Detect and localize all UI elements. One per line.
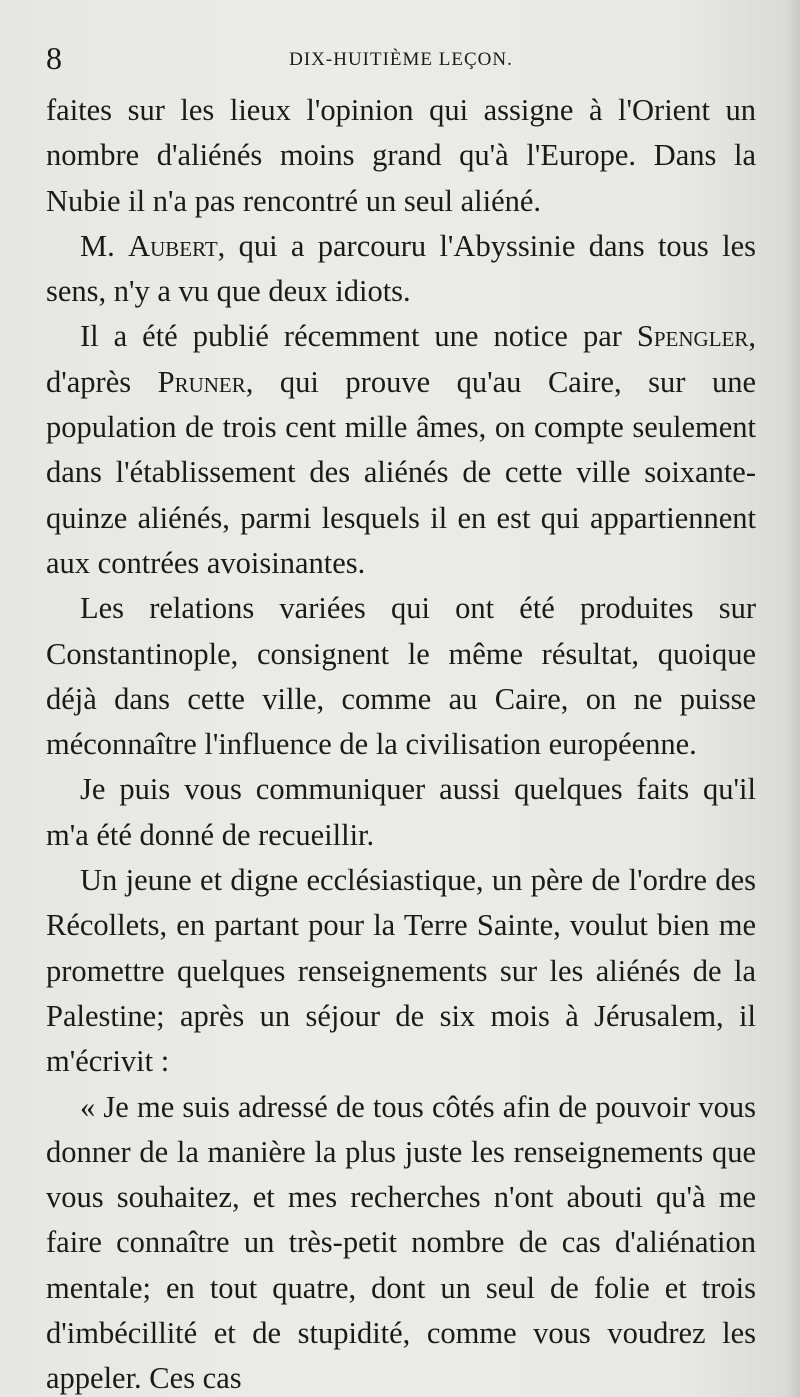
paragraph-text: Un jeune et digne ecclésiastique, un père de l'ordre des Récollets, en partant pour la Terre Sainte, voulut bien me promettre quelques renseignements sur les aliénés de la Palestine; après un séjour de six mois à Jérusalem, il m'écrivit : (46, 863, 756, 1079)
page-header (46, 40, 756, 80)
paragraph-text: Il a été publié récemment une notice par (80, 319, 637, 354)
paragraph-text: faites sur les lieux l'opinion qui assigne à l'Orient un nombre d'aliénés moins grand qu'à l'Europe. Dans la Nubie il n'a pas rencontré un seul aliéné. (46, 93, 756, 218)
paragraph-text: Je puis vous communiquer aussi quelques faits qu'il m'a été donné de recueillir. (46, 772, 756, 852)
paragraph-text: , qui prouve qu'au Caire, sur une population de trois cent mille âmes, on compte seulement dans l'établissement des aliénés de cette ville soixante-quinze aliénés, parmi lesquels il en est qui appartiennent aux contrées avoisinantes. (46, 364, 756, 580)
author-name: Aubert (128, 228, 218, 263)
paragraph (46, 858, 756, 1084)
running-title: DIX-HUITIÈME LEÇON. (289, 49, 513, 70)
paragraph (46, 767, 756, 858)
paragraph (46, 1085, 756, 1397)
page-number: 8 (46, 40, 62, 76)
paragraph-text: « Je me suis adressé de tous côtés afin de pouvoir vous donner de la manière la plus juste les renseignements que vous souhaitez, et mes recherches n'ont abouti qu'à me faire connaître un très-petit nombre de cas d'aliénation mentale; en tout quatre, dont un seul de folie et trois d'imbécillité et de stupidité, comme vous voudrez les appeler. Ces cas (46, 1089, 756, 1396)
author-name: Pruner (157, 364, 246, 399)
paragraph-text: M. (80, 228, 129, 263)
paragraph-text: , qui a parcouru l'Abyssinie dans tous les sens, n'y a vu que deux idiots. (46, 228, 756, 309)
paragraph-text: , d'après (46, 319, 756, 399)
paragraph (46, 586, 756, 767)
paragraph-text: Les relations variées qui ont été produites sur Constantinople, consignent le même résultat, quoique déjà dans cette ville, comme au Caire, on ne puisse méconnaître l'influence de la civilisation européenne. (46, 591, 756, 762)
paragraph (46, 314, 756, 586)
author-name: Spengler (636, 319, 749, 354)
body-text (46, 88, 756, 1397)
page-edge-shadow (786, 0, 800, 1397)
paragraph (46, 224, 756, 315)
paragraph (46, 88, 756, 224)
